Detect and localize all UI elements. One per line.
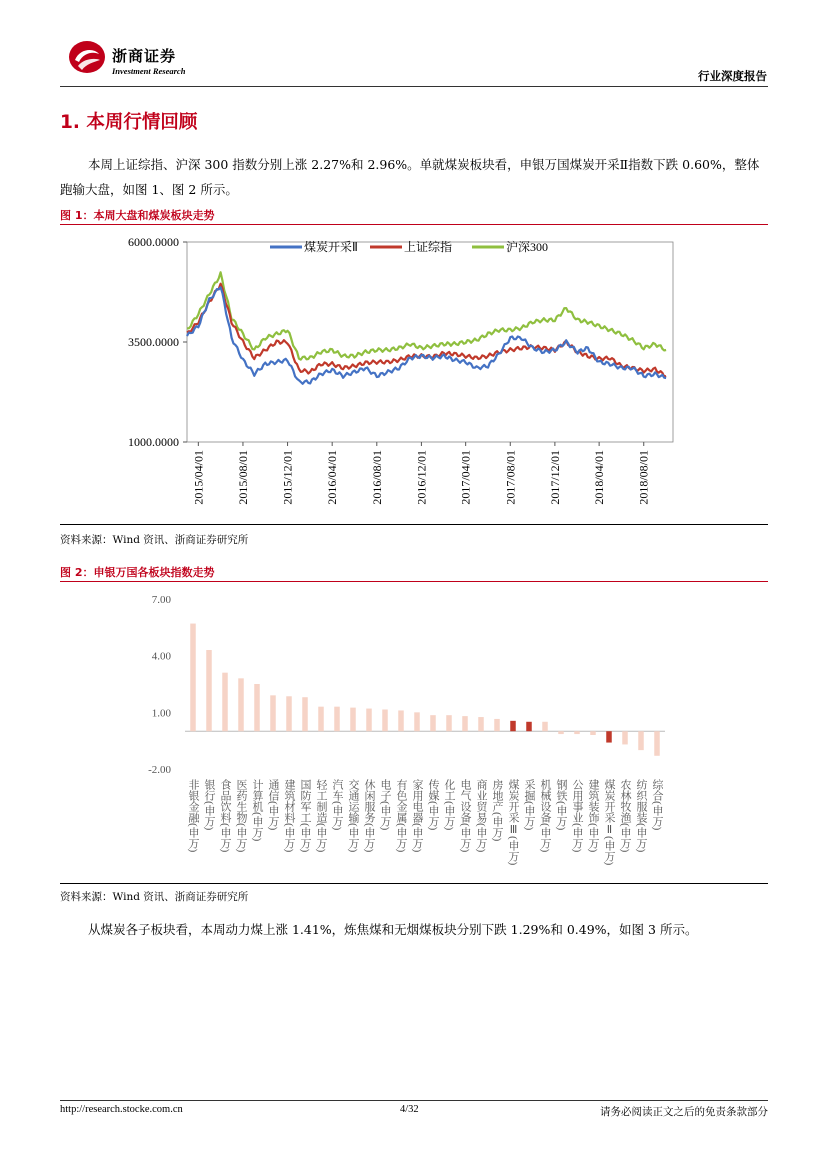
bar <box>350 708 356 732</box>
bar <box>590 731 596 735</box>
brand-name-cn: 浙商证券 <box>112 47 177 65</box>
category-label: 纺织服装(申万) <box>635 779 647 853</box>
legend-label: 沪深300 <box>506 240 549 254</box>
bar <box>574 731 580 734</box>
bar <box>238 678 244 731</box>
x-tick-label: 2016/04/01 <box>325 450 340 505</box>
company-logo <box>68 40 106 74</box>
category-label: 医药生物(申万) <box>235 779 247 853</box>
bar <box>654 731 660 756</box>
category-label: 电子(申万) <box>379 779 391 831</box>
x-tick-label: 2017/04/01 <box>458 450 473 505</box>
category-label: 煤炭开采Ⅲ(申万) <box>507 779 519 866</box>
bar <box>206 650 212 731</box>
x-tick-label: 2018/08/01 <box>636 450 651 505</box>
section-title: 1. 本周行情回顾 <box>60 112 198 133</box>
figure2-source: 资料来源：Wind 资讯、浙商证券研究所 <box>60 891 249 903</box>
category-label: 采掘(申万) <box>523 779 535 831</box>
footer-url[interactable]: http://research.stocke.com.cn <box>60 1104 183 1115</box>
series-line <box>187 287 666 384</box>
category-label: 非银金融(申万) <box>187 779 199 853</box>
category-label: 计算机(申万) <box>251 779 263 842</box>
bar <box>254 684 260 731</box>
bar <box>494 719 500 731</box>
bar <box>302 697 308 731</box>
category-label: 电气设备(申万) <box>459 779 471 853</box>
bar <box>270 695 276 731</box>
legend-label: 煤炭开采Ⅱ <box>304 240 358 254</box>
bar <box>318 707 324 732</box>
x-tick-label: 2018/04/01 <box>592 450 607 505</box>
x-tick-label: 2015/12/01 <box>280 450 295 505</box>
series-line <box>187 284 666 377</box>
brand-name-en: Investment Research <box>112 66 186 76</box>
bar <box>430 715 436 731</box>
category-label: 轻工制造(申万) <box>315 779 327 853</box>
series-line <box>187 272 666 359</box>
category-label: 国防军工(申万) <box>299 779 311 853</box>
figure1-source: 资料来源：Wind 资讯、浙商证券研究所 <box>60 534 249 546</box>
bar <box>398 710 404 731</box>
x-tick-label: 2015/04/01 <box>191 450 206 505</box>
category-label: 通信(申万) <box>267 779 279 831</box>
x-tick-label: 2017/08/01 <box>503 450 518 505</box>
bar <box>190 624 196 732</box>
category-label: 银行(申万) <box>203 779 215 831</box>
bar <box>542 722 548 731</box>
bar <box>446 715 452 731</box>
category-label: 汽车(申万) <box>331 779 343 831</box>
bar <box>334 707 340 732</box>
y-tick-label: 7.00 <box>151 594 171 606</box>
x-tick-label: 2016/08/01 <box>369 450 384 505</box>
document-type: 行业深度报告 <box>698 69 767 83</box>
y-tick-label: 1000.0000 <box>128 435 179 449</box>
y-tick-label: 1.00 <box>151 707 171 720</box>
intro-paragraph: 本周上证综指、沪深 300 指数分别上涨 2.27%和 2.96%。单就煤炭板块看，申银万国煤炭开采Ⅱ指数下跌 0.60%，整体跑输大盘，如图 1、图 2 所示。 <box>60 157 760 197</box>
market-line-chart <box>60 226 768 526</box>
footer-divider <box>60 1100 768 1101</box>
category-label: 建筑装饰(申万) <box>587 779 599 853</box>
x-tick-label: 2015/08/01 <box>235 450 250 505</box>
subsector-paragraph: 从煤炭各子板块看，本周动力煤上涨 1.41%，炼焦煤和无烟煤板块分别下跌 1.29%和 0.49%，如图 3 所示。 <box>88 922 698 937</box>
figure2-top-rule <box>60 581 768 582</box>
bar <box>558 731 564 734</box>
bar <box>382 710 388 732</box>
category-label: 综合(申万) <box>651 779 663 831</box>
y-tick-label: -2.00 <box>148 764 171 776</box>
y-tick-label: 6000.0000 <box>128 235 179 249</box>
category-label: 休闲服务(申万) <box>363 779 375 853</box>
bar <box>414 712 420 731</box>
category-label: 农林牧渔(申万) <box>619 779 631 853</box>
category-label: 钢铁(申万) <box>555 779 567 831</box>
y-tick-label: 3500.0000 <box>128 335 179 349</box>
category-label: 交通运输(申万) <box>347 779 359 853</box>
figure1-title: 图 1：本周大盘和煤炭板块走势 <box>60 209 215 222</box>
y-tick-label: 4.00 <box>151 650 171 663</box>
bar <box>510 721 516 731</box>
category-label: 传媒(申万) <box>427 779 439 831</box>
bar <box>462 716 468 731</box>
page-number: 4/32 <box>400 1104 419 1115</box>
figure1-top-rule <box>60 224 768 225</box>
x-tick-label: 2016/12/01 <box>414 450 429 505</box>
category-label: 公用事业(申万) <box>571 779 583 853</box>
bar <box>366 709 372 732</box>
bar <box>222 673 228 732</box>
bar <box>622 731 628 744</box>
category-label: 有色金属(申万) <box>395 779 407 853</box>
bar <box>638 731 644 750</box>
sector-bar-chart <box>60 583 768 883</box>
header-divider <box>60 86 768 87</box>
category-label: 煤炭开采Ⅱ(申万) <box>603 779 615 866</box>
figure2-title: 图 2：申银万国各板块指数走势 <box>60 566 215 579</box>
bar <box>478 717 484 731</box>
category-label: 商业贸易(申万) <box>475 779 487 853</box>
category-label: 机械设备(申万) <box>539 779 551 853</box>
bar <box>526 722 532 731</box>
legend-label: 上证综指 <box>404 240 453 254</box>
bar <box>286 696 292 731</box>
category-label: 建筑材料(申万) <box>283 779 295 853</box>
footer-disclaimer: 请务必阅读正文之后的免责条款部分 <box>600 1106 768 1118</box>
bar <box>606 731 612 742</box>
category-label: 房地产(申万) <box>491 779 503 842</box>
x-tick-label: 2017/12/01 <box>547 450 562 505</box>
category-label: 家用电器(申万) <box>411 779 423 853</box>
figure2-bottom-rule <box>60 883 768 884</box>
category-label: 化工(申万) <box>443 779 455 831</box>
category-label: 食品饮料(申万) <box>219 779 231 853</box>
figure1-bottom-rule <box>60 524 768 525</box>
